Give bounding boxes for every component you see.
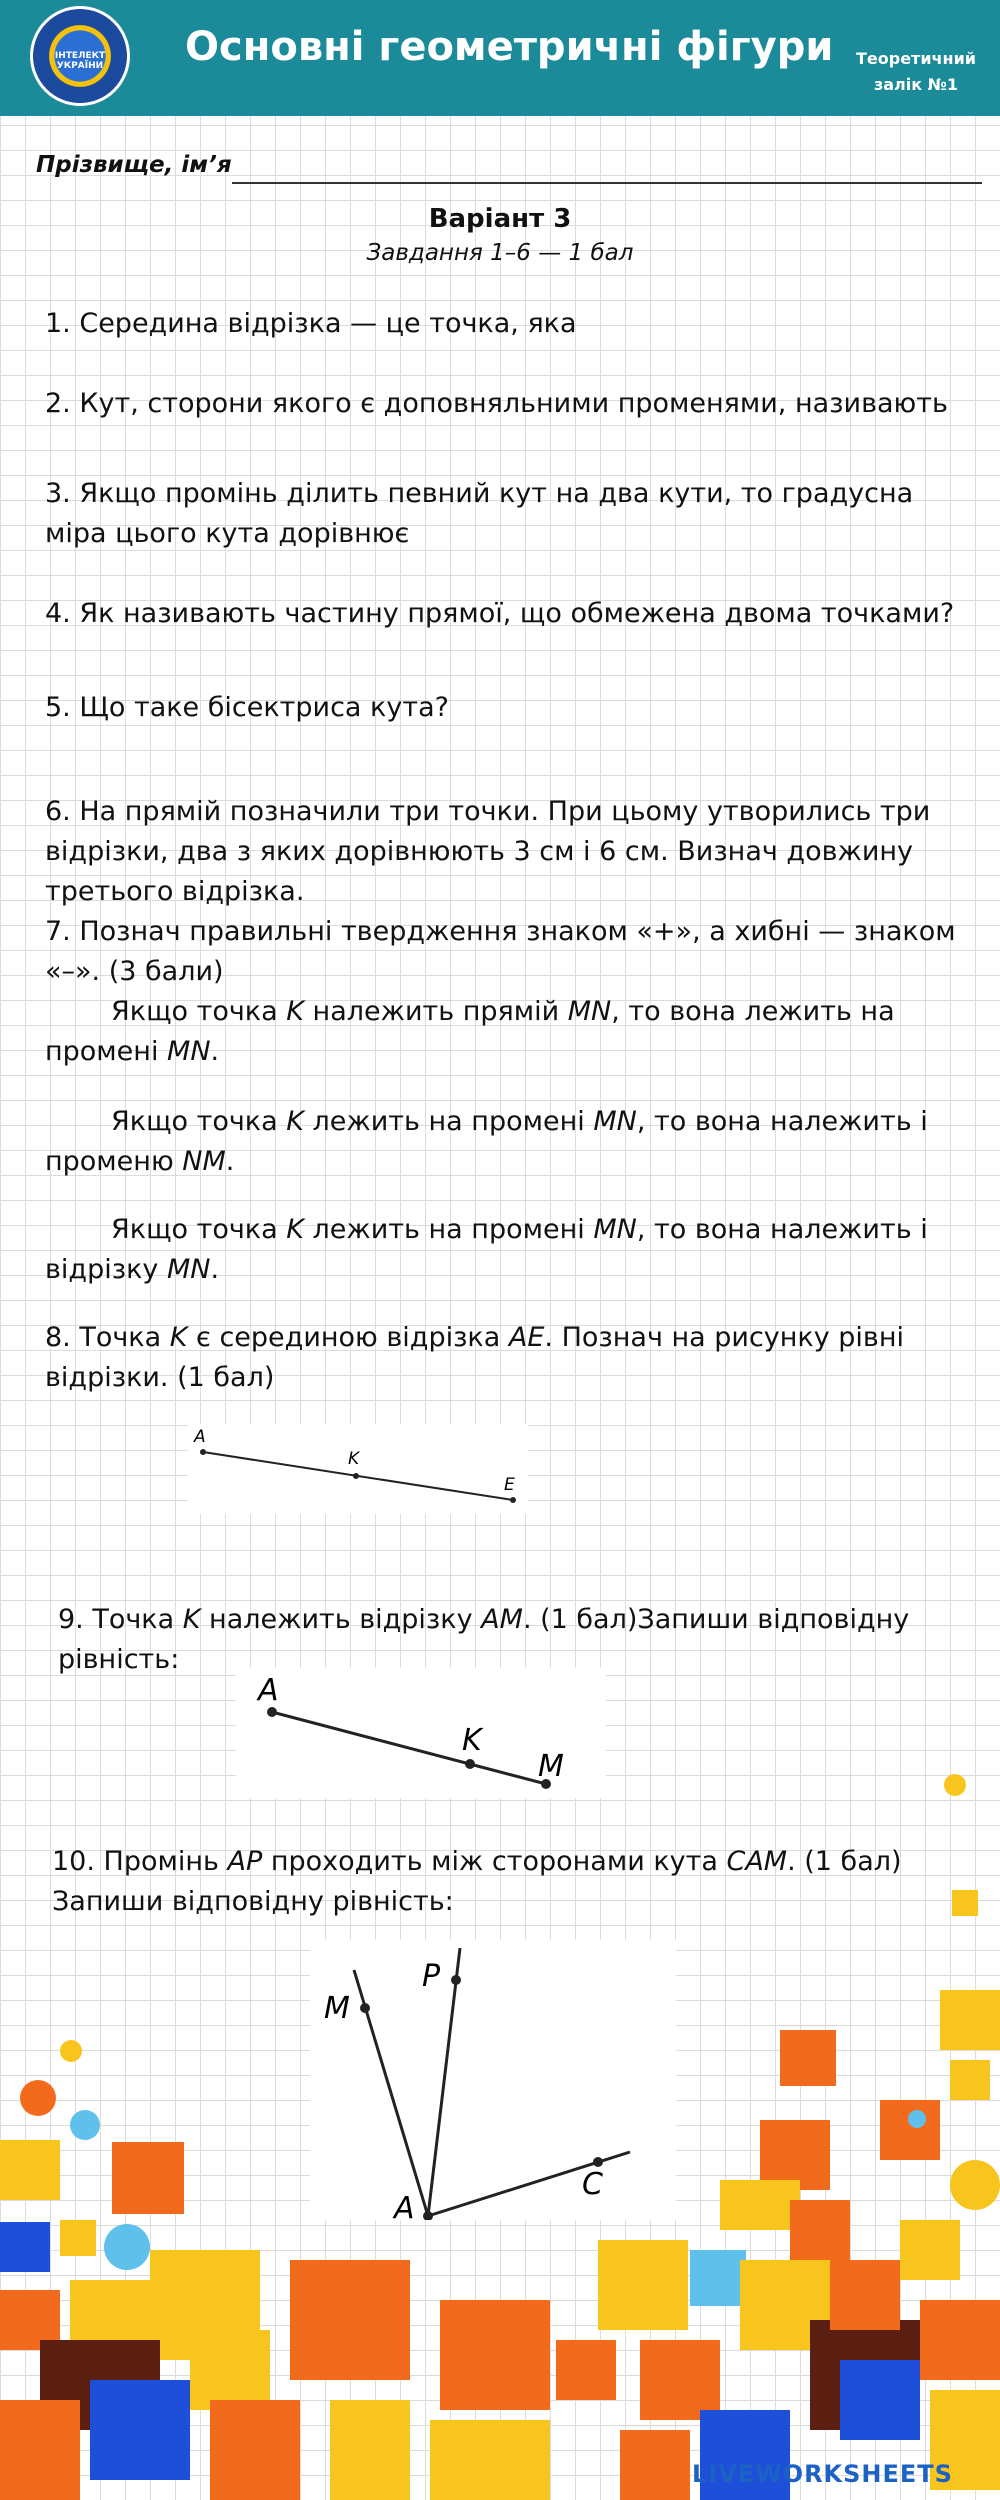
label-k: K [348, 1449, 360, 1469]
header-subtitle [842, 46, 990, 98]
figure-segment-ake[interactable] [188, 1424, 528, 1514]
statement-7-2 [45, 1102, 965, 1182]
question-10 [52, 1842, 952, 1922]
q9-var-k: K [182, 1604, 201, 1635]
q8-var-k: K [169, 1322, 188, 1353]
s2-var-mn: MN [593, 1106, 637, 1137]
question-6: 6. На прямій позначили три точки. При цьому утворились три відрізки, два з яких дорівнюють 3 см і 6 см. Визнач довжину третього відрізка. [45, 796, 931, 907]
s3-text-a: Якщо точка [111, 1214, 287, 1245]
q8-text-c: є серединою відрізка [187, 1322, 509, 1353]
q9-var-am: AM [481, 1604, 523, 1635]
question-8 [45, 1318, 965, 1398]
point-p [451, 1975, 461, 1985]
s1-text-a: Якщо точка [111, 996, 287, 1027]
label-k: K [462, 1723, 482, 1758]
question-5: 5. Що таке бісектриса кута? [45, 692, 449, 723]
q9-text-c: належить відрізку [200, 1604, 482, 1635]
s2-var-k: K [286, 1106, 304, 1137]
statement-7-1 [45, 992, 965, 1072]
point-a [423, 2211, 433, 2220]
s2-text-e: , то вона належить і променю [45, 1106, 928, 1177]
point-a [267, 1707, 277, 1717]
s3-var-mn: MN [593, 1214, 637, 1245]
name-label: Прізвище, ім’я [36, 152, 232, 178]
label-a: A [394, 2191, 415, 2220]
q8-var-ae: AE [508, 1322, 545, 1353]
label-a: A [194, 1427, 206, 1447]
variant-title: Варіант 3 [428, 204, 572, 234]
q10-text-a: 10. Промінь [52, 1846, 228, 1877]
s3-text-e: , то вона належить і відрізку [45, 1214, 928, 1285]
s1-text-g: . [210, 1036, 220, 1067]
q8-text-e: . Познач на рисунку рівні відрізки. (1 бал) [45, 1322, 905, 1393]
variant-note: Завдання 1–6 — 1 бал [366, 240, 634, 266]
s3-text-g: . [210, 1254, 220, 1285]
label-m: M [538, 1749, 564, 1784]
question-2: 2. Кут, сторони якого є доповняльними променями, називають [45, 388, 948, 419]
s2-text-c: лежить на промені [303, 1106, 594, 1137]
header-banner [0, 0, 1000, 116]
s3-var-mn2: MN [166, 1254, 211, 1285]
logo [30, 6, 130, 106]
page-title: Основні геометричні фігури [185, 24, 834, 70]
q10-text-e: . (1 бал) Запиши відповідну рівність: [52, 1846, 902, 1917]
question-4: 4. Як називають частину прямої, що обмежена двома точками? [45, 598, 955, 629]
q9-text-e: . (1 бал)Запиши відповідну рівність: [58, 1604, 910, 1675]
s2-text-g: . [225, 1146, 235, 1177]
point-c [593, 2157, 603, 2167]
name-row [36, 152, 946, 188]
subtitle-line2: залік №1 [873, 75, 959, 94]
q9-text-a: 9. Точка [58, 1604, 183, 1635]
q10-var-cam: CAM [726, 1846, 788, 1877]
subtitle-line1: Теоретичний [855, 49, 976, 68]
s1-text-c: належить прямій [303, 996, 568, 1027]
label-p: P [422, 1959, 441, 1994]
question-3: 3. Якщо промінь ділить певний кут на два кути, то градусна міра цього кута дорівнює [45, 478, 914, 549]
s3-text-c: лежить на промені [303, 1214, 594, 1245]
question-1: 1. Середина відрізка — це точка, яка [45, 308, 577, 339]
q8-text-a: 8. Точка [45, 1322, 170, 1353]
name-input-line[interactable] [232, 182, 982, 184]
s1-text-e: , то вона лежить на промені [45, 996, 895, 1067]
point-k [353, 1473, 359, 1479]
q10-var-ap: AP [227, 1846, 263, 1877]
s2-text-a: Якщо точка [111, 1106, 287, 1137]
s1-var-mn2: MN [167, 1036, 211, 1067]
figure-segment-akm[interactable] [236, 1668, 606, 1798]
s3-var-k: K [286, 1214, 304, 1245]
point-m [360, 2003, 370, 2013]
point-e [510, 1497, 516, 1503]
liveworksheets-badge: LIVEWORKSHEETS [692, 2460, 953, 2488]
s2-var-nm: NM [182, 1146, 226, 1177]
point-a [200, 1449, 206, 1455]
statement-7-3 [45, 1210, 965, 1290]
question-7: 7. Познач правильні твердження знаком «+», а хибні — знаком «–». (3 бали) [45, 916, 956, 987]
label-c: C [582, 2167, 603, 2202]
label-e: E [504, 1475, 515, 1495]
s1-var-mn: MN [567, 996, 612, 1027]
logo-text: ІНТЕЛЕКТ УКРАЇНИ [54, 51, 106, 71]
label-m: M [324, 1991, 350, 2026]
s1-var-k: K [286, 996, 304, 1027]
q10-text-c: проходить між сторонами кута [262, 1846, 727, 1877]
figure-angle-cam[interactable] [310, 1940, 676, 2220]
segment-am [272, 1712, 546, 1784]
point-k [465, 1759, 475, 1769]
label-a: A [258, 1673, 279, 1708]
